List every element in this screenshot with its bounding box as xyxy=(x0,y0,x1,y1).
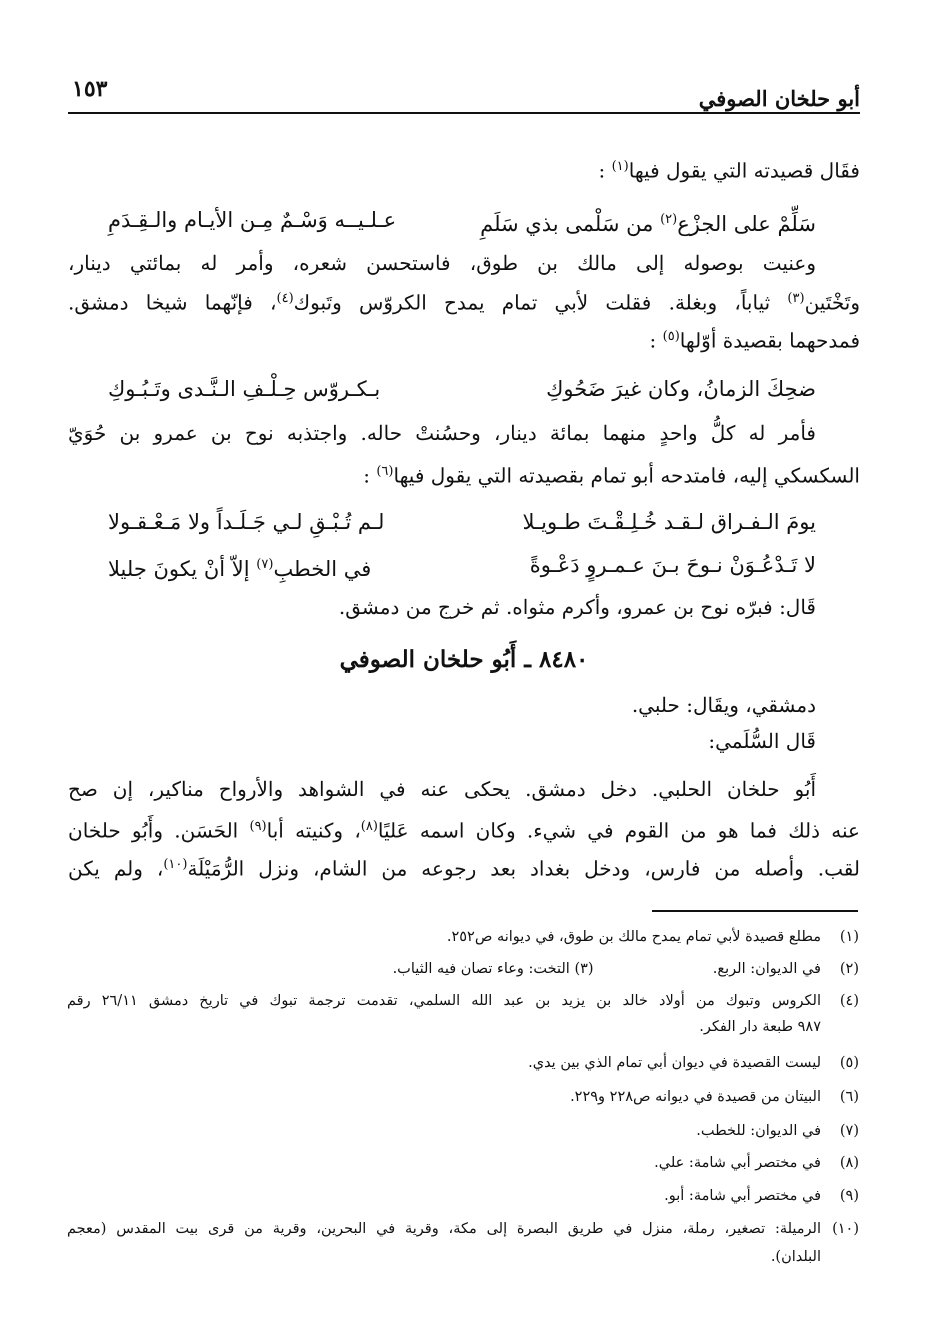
page-header xyxy=(68,68,860,114)
footnote xyxy=(67,1052,859,1074)
footnote-number: (١) xyxy=(839,929,859,945)
footnote-number: (١٠) xyxy=(832,1221,859,1237)
footnote-number: (٦) xyxy=(839,1089,859,1105)
text-line xyxy=(68,457,860,491)
footnote-ref: (١٠) xyxy=(163,857,188,872)
footnote-number: (٩) xyxy=(839,1188,859,1204)
verse-hemistich-left: بـكـروّس حِـلْـفِ الـنَّـدى وتَـبُـوكِ xyxy=(108,377,381,401)
text-line: وعنيت بوصوله إلى مالك بن طوق، فاستحسن شعره، وأمر له بمائتي دينار، xyxy=(68,251,816,275)
footnote-ref: (٦) xyxy=(376,464,394,479)
footnote-ref: (٢) xyxy=(660,212,678,227)
footnote-ref: (٨) xyxy=(360,819,378,834)
footnote xyxy=(67,1218,859,1240)
footnote-number: (٨) xyxy=(839,1155,859,1171)
footnote xyxy=(67,958,859,980)
footnote-text: البلدان). xyxy=(770,1249,821,1265)
text-line xyxy=(68,850,860,884)
footnote xyxy=(67,990,859,1012)
footnote-number: (٧) xyxy=(839,1123,859,1139)
verse-hemistich-right: لا تَـدْعُـوَنْ نـوحَ بـنَ عـمـروٍ دَعْـوةً xyxy=(529,553,816,577)
footnote-text: ٩٨٧ طبعة دار الفكر. xyxy=(699,1019,821,1035)
text-line: دمشقي، ويقَال: حلبي. xyxy=(631,693,816,717)
text-line xyxy=(68,322,860,356)
footnote xyxy=(67,926,859,948)
footnote-ref: (٤) xyxy=(276,291,294,306)
text-segment: في الخطبِ xyxy=(273,557,372,581)
footnote-divider xyxy=(652,910,858,912)
text-segment: : xyxy=(598,158,612,183)
text-segment: : xyxy=(363,463,377,488)
text-line xyxy=(68,152,860,186)
text-segment: ، وكنيته أبا xyxy=(266,818,361,843)
footnote-text: البيتان من قصيدة في ديوانه ص٢٢٨ و٢٢٩. xyxy=(570,1089,821,1105)
running-title: أبو حلخان الصوفي xyxy=(698,86,860,111)
footnote-ref: (٣) xyxy=(787,291,805,306)
footnote-text: الكروس وتبوك من أولاد خالد بن يزيد بن عبد الله السلمي، تقدمت ترجمة تبوك في تاريخ دمشق ٢٦/١١ رقم xyxy=(67,993,821,1009)
footnote-number: (٤) xyxy=(839,993,859,1009)
footnote-text: في الديوان: الربع. xyxy=(712,961,821,977)
page-number: ١٥٣ xyxy=(72,76,108,102)
entry-title: ٨٤٨٠ ـ أَبُو حلخان الصوفي xyxy=(339,646,589,673)
text-line xyxy=(68,284,860,318)
text-line xyxy=(68,812,860,846)
text-line: أَبُو حلخان الحلبي. دخل دمشق. يحكى عنه في الشواهد والأرواح مناكير، إن صح xyxy=(68,777,816,801)
footnote-ref: (٥) xyxy=(662,329,680,344)
text-segment: عنه ذلك فما هو من القوم في شيء. وكان اسمه عَليًا xyxy=(377,818,860,843)
footnote-number: (٥) xyxy=(839,1055,859,1071)
footnote-text: في مختصر أبي شامة: أبو. xyxy=(664,1188,821,1204)
footnote-number: (٣) xyxy=(574,961,594,977)
text-segment: : xyxy=(649,328,663,353)
footnote-text: ليست القصيدة في ديوان أبي تمام الذي بين يدي. xyxy=(528,1055,821,1071)
footnote xyxy=(67,1185,859,1207)
verse-hemistich-left: لـم تُـبْـقِ لـي جَـلَـداً ولا مَـعْـقـولا xyxy=(108,510,385,534)
footnote-ref: (٩) xyxy=(249,819,267,834)
footnote-text: في مختصر أبي شامة: علي. xyxy=(654,1155,821,1171)
text-segment: ، فإنّهما شيخا دمشق. xyxy=(68,290,277,315)
text-segment: من سَلْمى بذي سَلَمِ xyxy=(480,212,661,236)
footnote-text: مطلع قصيدة لأبي تمام يمدح مالك بن طوق، في ديوانه ص٢٥٢. xyxy=(446,929,821,945)
text-line: فأمر له كلُّ واحدٍ منهما بمائة دينار، وحسُنتْ حاله. واجتذبه نوح بن عمرو بن حُوَيّ xyxy=(68,421,816,445)
text-segment: الحَسَن. وأَبُو حلخان xyxy=(68,818,250,843)
verse-hemistich-left: عـلـيــه وَسْـمٌ مِـن الأيـام والـقِـدَمِ xyxy=(108,208,397,232)
text-segment: فمدحهما بقصيدة أوّلها xyxy=(679,328,860,353)
footnote-text: التخت: وعاء تصان فيه الثياب. xyxy=(392,961,570,977)
text-segment: لقب. وأصله من فارس، ودخل بغداد بعد رجوعه من الشام، ونزل الرُّمَيْلَة xyxy=(187,856,861,881)
text-segment: السكسكي إليه، فامتدحه أبو تمام بقصيدته التي يقول فيها xyxy=(393,463,860,488)
footnote xyxy=(67,1086,859,1108)
text-segment: فقَال قصيدته التي يقول فيها xyxy=(628,158,860,183)
footnote-text: في الديوان: للخطب. xyxy=(696,1123,821,1139)
text-line: قَال السُّلَمي: xyxy=(708,729,816,753)
verse-hemistich-left xyxy=(108,550,371,584)
footnote-continuation xyxy=(67,1246,859,1268)
footnote-continuation xyxy=(67,1016,859,1038)
text-segment: ، ولم يكن xyxy=(68,856,164,881)
text-segment: ثياباً، وبغلة. فقلت لأبي تمام يمدح الكروّس وتَبوك xyxy=(293,290,788,315)
text-segment: إلاّ أنْ يكونَ جليلا xyxy=(108,557,257,581)
text-segment: وتَخْتَين xyxy=(804,290,860,315)
footnote-text: الرميلة: تصغير، رملة، منزل في طريق البصرة إلى مكة، وقرية في البحرين، وقرية من قرى بيت المقدس (معجم xyxy=(67,1221,821,1237)
footnote xyxy=(67,1120,859,1142)
text-line: قَال: فبرّه نوح بن عمرو، وأكرم مثواه. ثم خرج من دمشق. xyxy=(338,595,816,619)
text-segment: سَلِّمْ على الجزْع xyxy=(677,212,816,236)
footnote-ref: (٧) xyxy=(256,557,274,572)
verse-hemistich-right: ضحِكَ الزمانُ، وكان غيرَ ضَحُوكِ xyxy=(546,377,816,401)
verse-hemistich-right: يومَ الـفـراق لـقـد خُـلِـقْـتَ طـويـلا xyxy=(522,510,816,534)
footnote-number: (٢) xyxy=(839,961,859,977)
footnote-ref: (١) xyxy=(611,159,629,174)
footnote xyxy=(67,1152,859,1174)
verse-hemistich-right xyxy=(480,205,816,239)
